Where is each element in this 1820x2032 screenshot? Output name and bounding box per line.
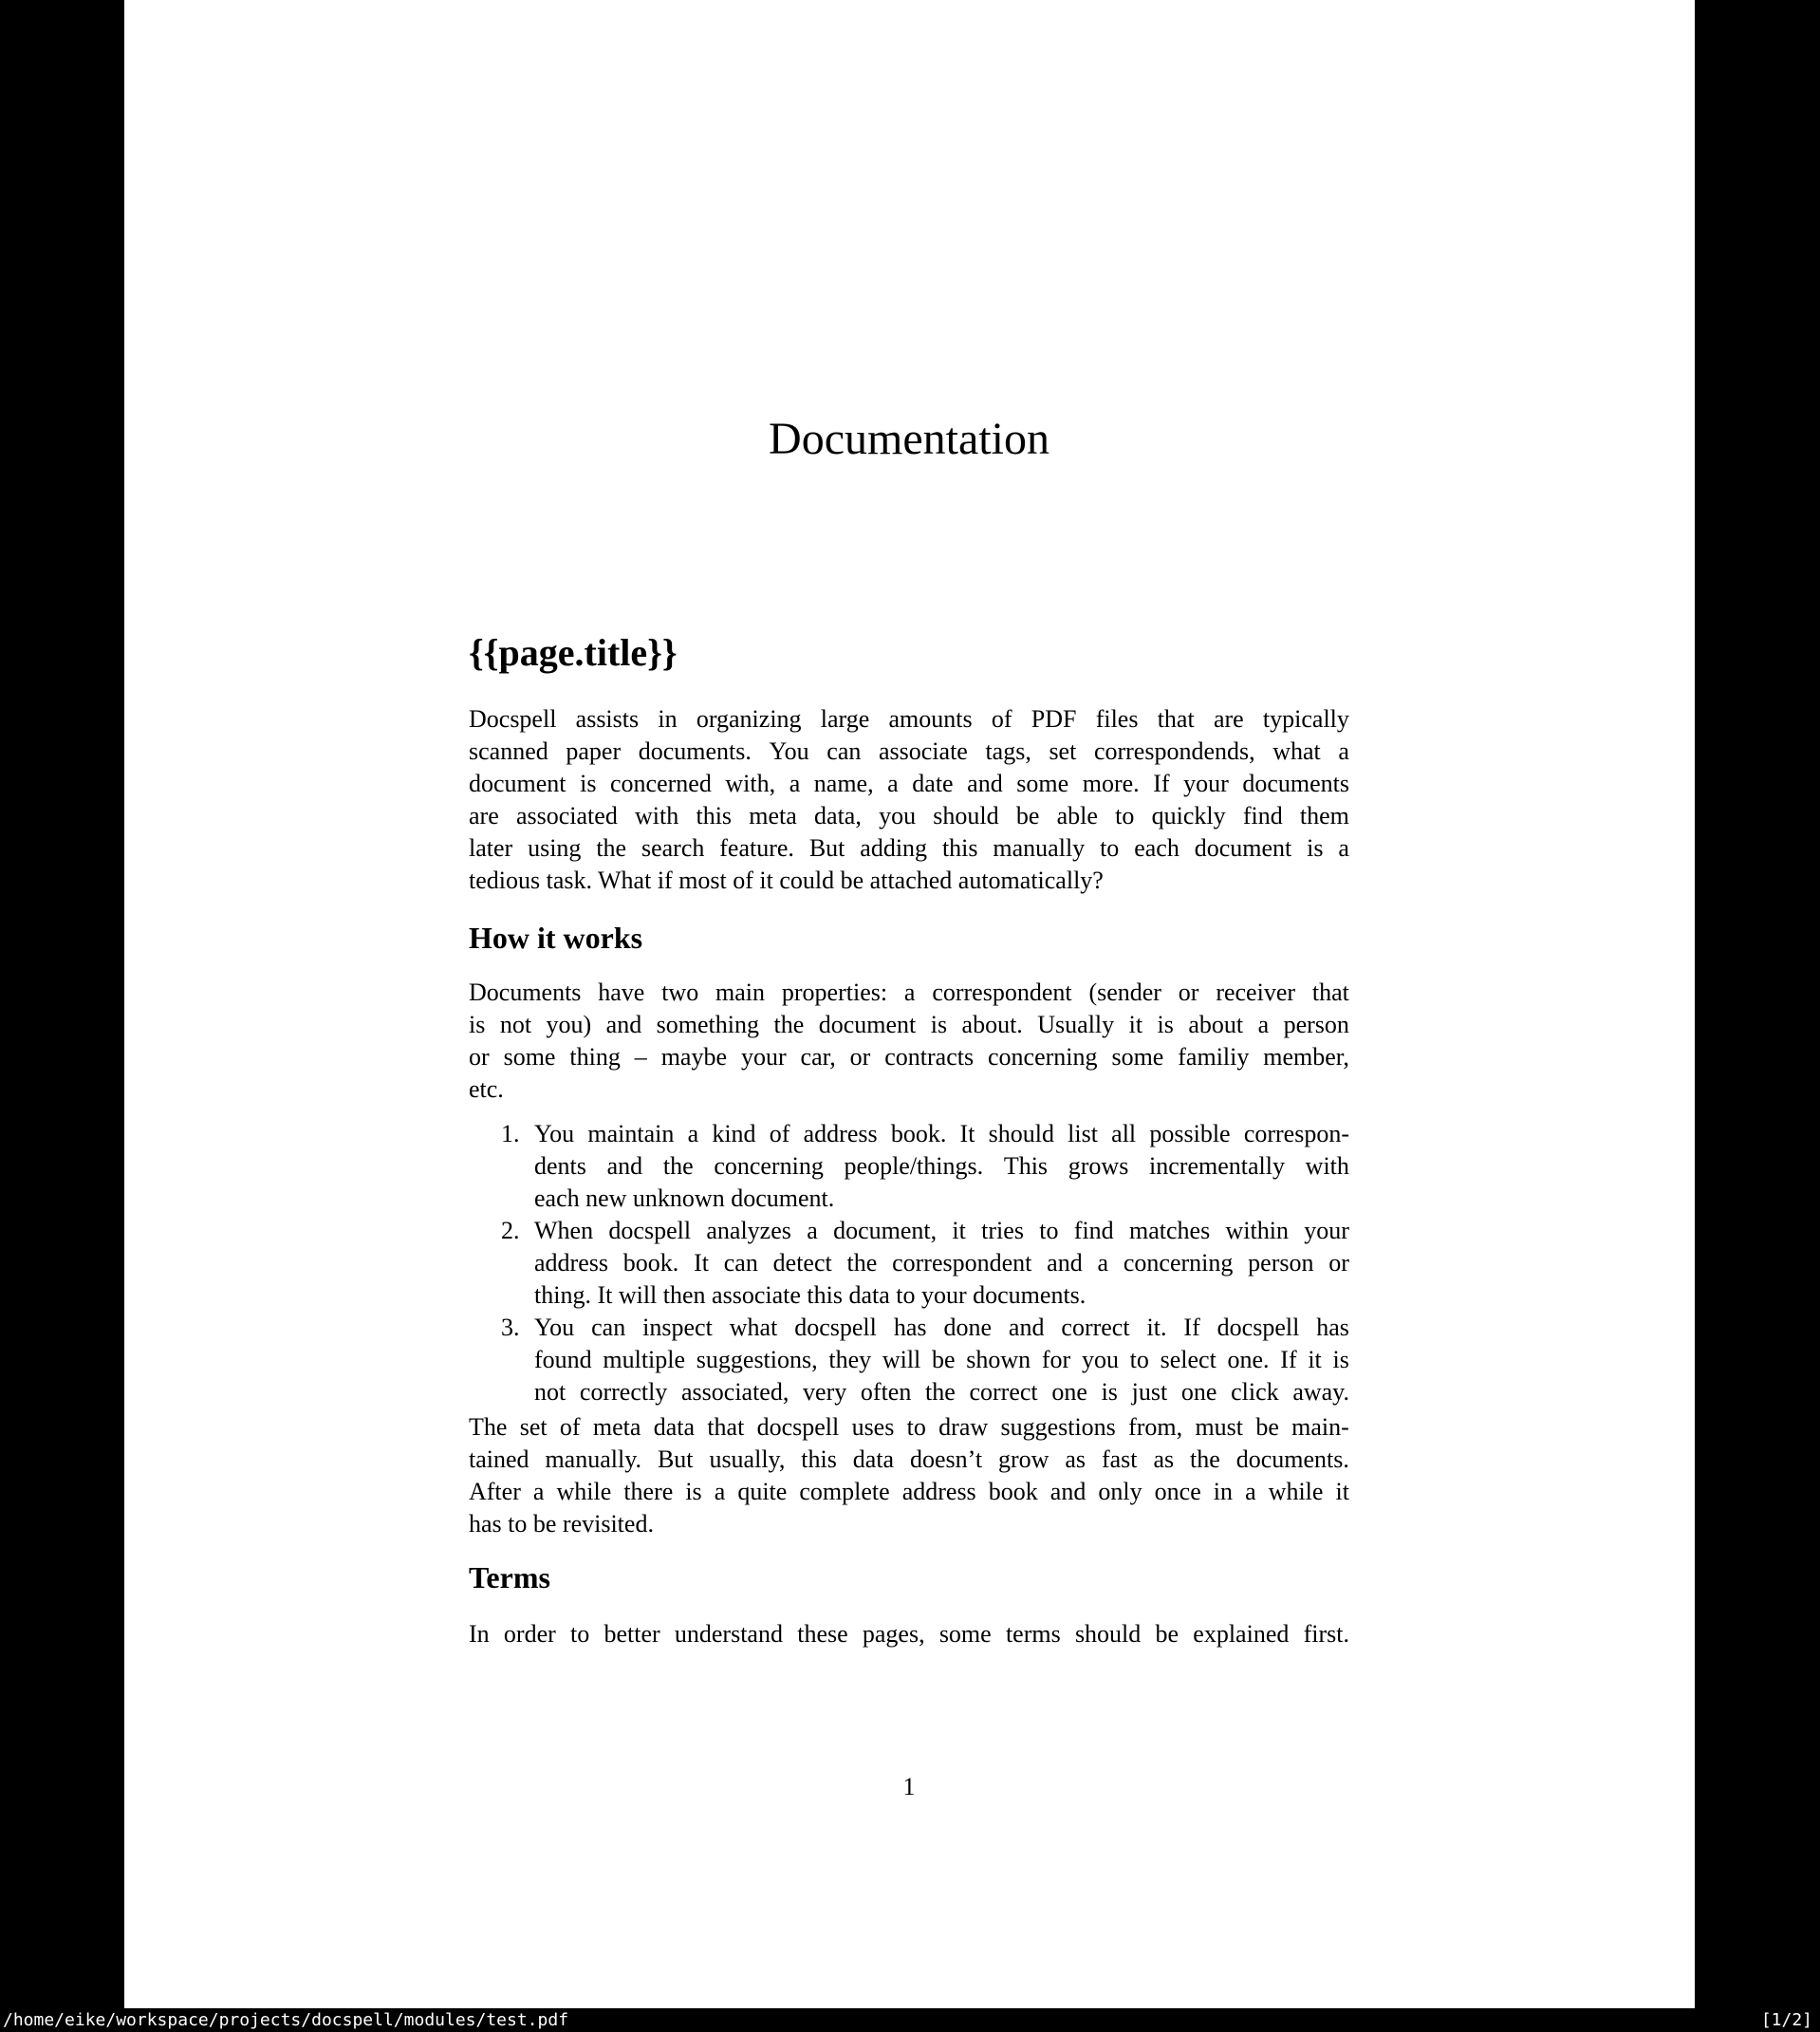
subsection-heading-terms: Terms (469, 1560, 550, 1594)
document-title: Documentation (769, 414, 1049, 464)
list-item-1 (469, 1118, 1349, 1215)
paragraph-intro: Docspell assists in organizing large amounts of PDF files that are typically scanned paper documents. You can associate tags, set correspondends, what a document is concerned with, a name, a date and some more. If your documents are associated with this meta data, you should be able to quickly find them later using the search feature. But adding this manually to each document is a tedious task. What if most of it could be attached automatically? (469, 705, 1349, 894)
numbered-list (469, 1118, 1349, 1408)
paragraph-how-it-works: Documents have two main properties: a correspondent (sender or receiver that is not you) and something the document is about. Usually it is about a person or some thing – maybe your car, or contracts concerning some familiy member, etc. (469, 979, 1349, 1103)
list-item-1-text: You maintain a kind of address book. It should list all possible correspon- dents and the concerning people/things. This grows incrementally with each new unknown document. (534, 1120, 1349, 1212)
paragraph-meta-data: The set of meta data that docspell uses to draw suggestions from, must be main- tained manually. But usually, this data doesn’t grow as fast as the documents. After a while there is a quite complete address book and only once in a while it has to be revisited. (469, 1413, 1349, 1538)
pdf-page (124, 0, 1695, 2008)
subsection-heading-how-it-works: How it works (469, 921, 643, 955)
list-item-2-text: When docspell analyzes a document, it tries to find matches within your address book. It can detect the correspondent and a concerning person or thing. It will then associate this data to your documents. (534, 1217, 1349, 1309)
page-number: 1 (902, 1773, 916, 1800)
statusbar-page-indicator: [1/2] (1760, 2010, 1812, 2030)
list-item-2 (469, 1215, 1349, 1312)
list-item-3-text: You can inspect what docspell has done and correct it. If docspell has found multiple suggestions, they will be shown for you to select one. If it is not correctly associated, very often the correct one is just one click away. (534, 1314, 1349, 1406)
list-item-1-number: 1. (501, 1120, 520, 1147)
statusbar-file-path: /home/eike/workspace/projects/docspell/modules/test.pdf (3, 2010, 569, 2030)
paragraph-terms: In order to better understand these pages, some terms should be explained first. (469, 1620, 1349, 1648)
list-item-3 (469, 1312, 1349, 1408)
list-item-3-number: 3. (501, 1314, 520, 1341)
list-item-2-number: 2. (501, 1217, 520, 1244)
statusbar (0, 2008, 1820, 2032)
section-heading-page-title: {{page.title}} (469, 631, 678, 674)
